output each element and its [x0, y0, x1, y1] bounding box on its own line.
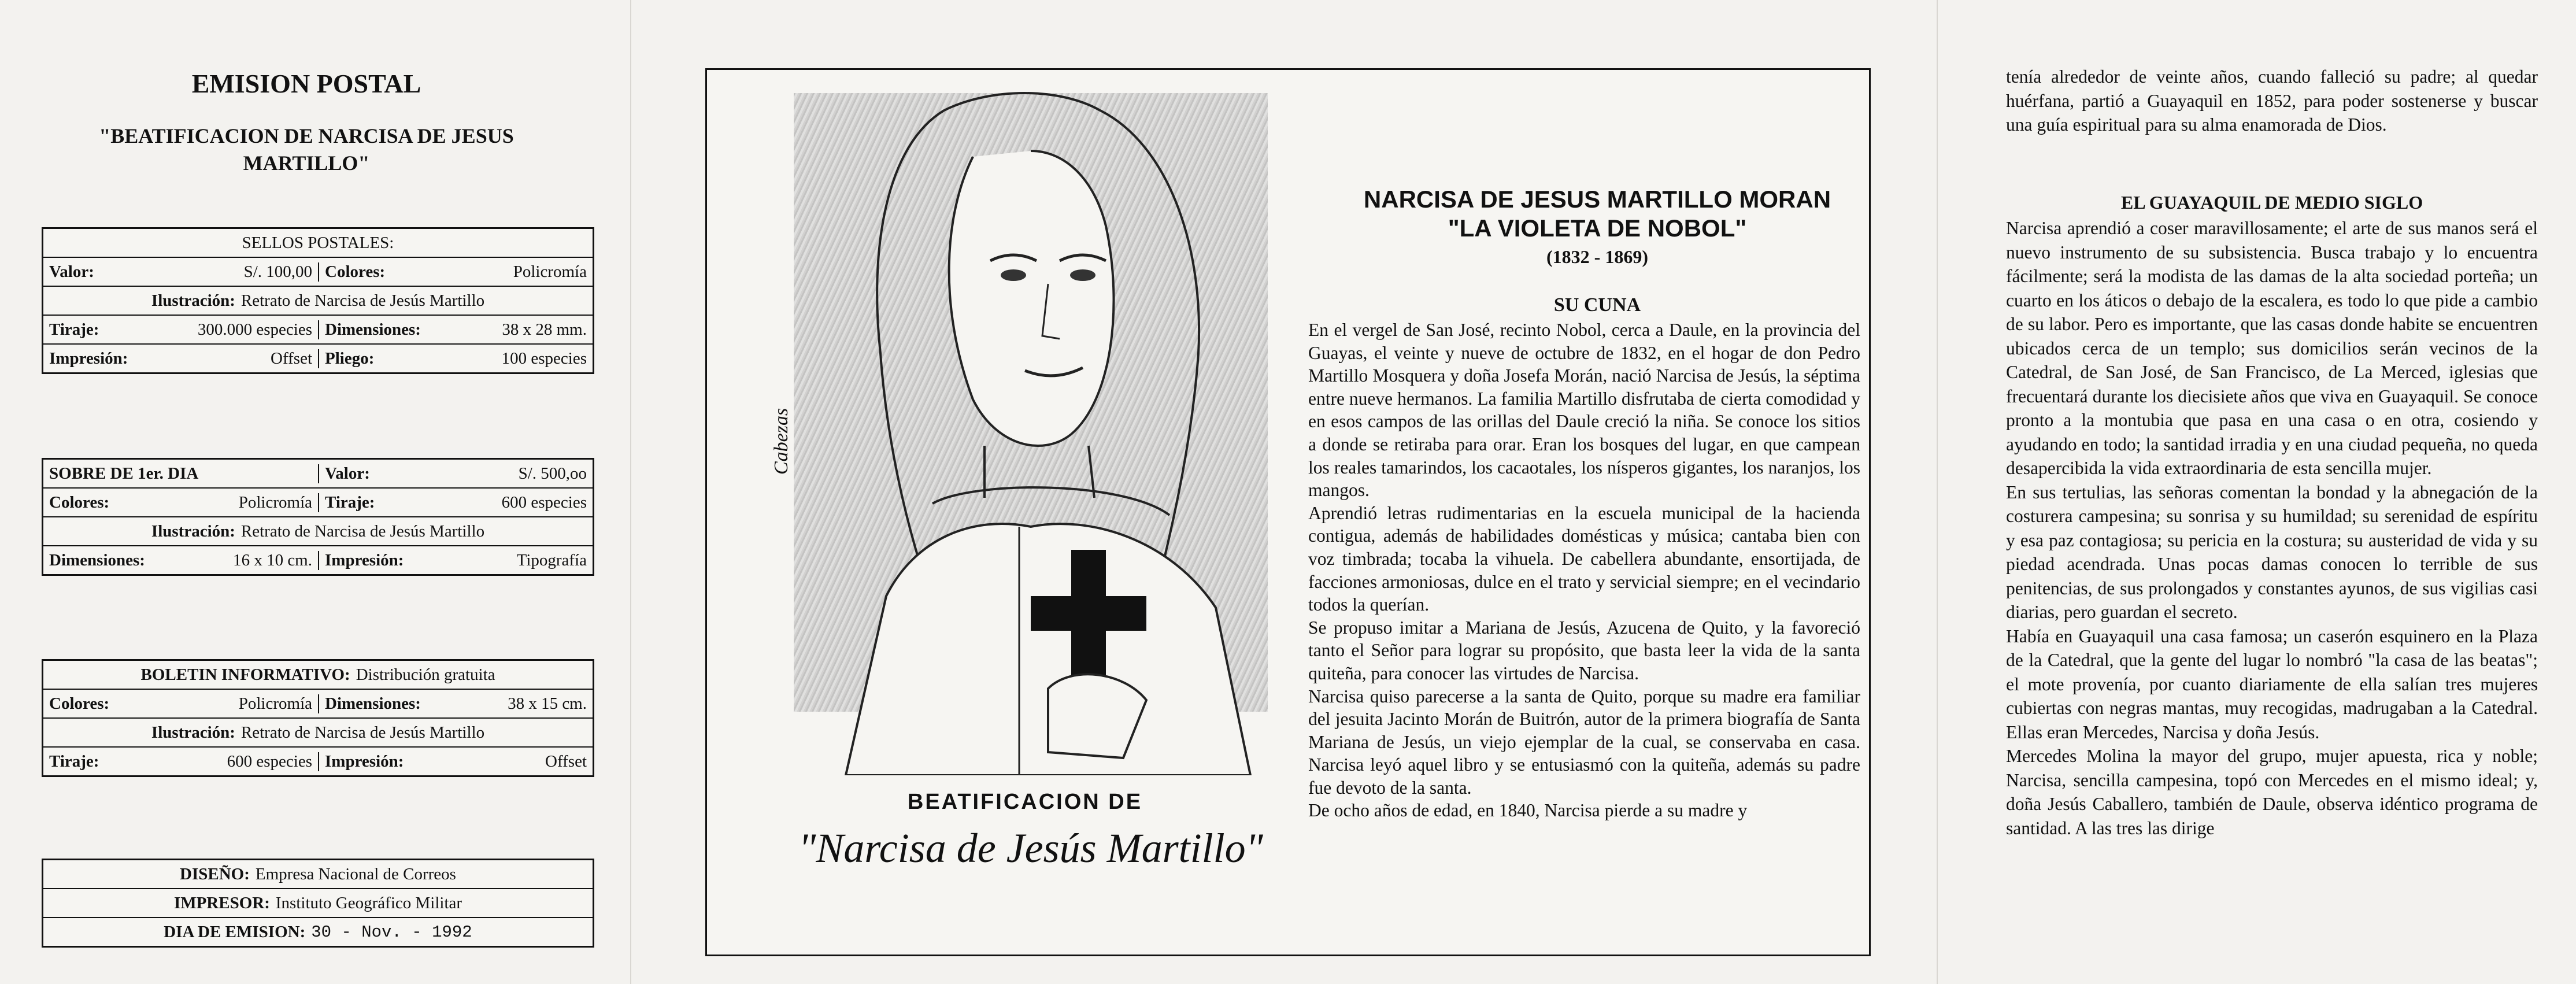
ilustracion-label: Ilustración:: [151, 723, 235, 742]
sellos-table: [42, 227, 594, 374]
impresor-value: Instituto Geográfico Militar: [275, 893, 462, 912]
paragraph: Aprendió letras rudimentarias en la escuela municipal de la hacienda contigua, además de habilidades domésticas y música; cantaba bien con voz timbrada; tocaba la vihuela. De cabellera abundante, ensortijada, de facciones armoniosas, dulce en el trato y servicial siempre; en el vecindario todos la querían.: [1308, 502, 1860, 615]
dimensiones-value: 38 x 28 mm.: [502, 320, 587, 339]
paragraph: Narcisa quiso parecerse a la santa de Quito, porque su madre era familiar del jesuita Jacinto Morán de Buitrón, autor de la primera biografía de Santa Mariana de Jesús, un viejo ejemplar de la cual, se conservaba en casa. Narcisa leyó aquel libro y se entusiasmó con la quiteña, además su padre fue devoto de la santa.: [1308, 686, 1860, 798]
middle-body-text: [1308, 319, 1860, 822]
narcisa-script-caption: "Narcisa de Jesús Martillo": [798, 825, 1263, 871]
credits-row-dia: [43, 917, 593, 946]
dimensiones-label: Dimensiones:: [325, 320, 421, 339]
impresion-value: Offset: [271, 349, 312, 368]
paragraph: En sus tertulias, las señoras comentan la bondad y la abnegación de la costurera campesina; su sonrisa y su humildad; su serenidad de espíritu y esa paz contagiosa; su pericia en la costura; su austeridad de vida y su piedad acendrada. Unas pocas damas conocen lo terrible de sus penitencias, de sus prolongados y constantes ayunos, de sus vigilias casi diarias, pero guardan el secreto.: [2006, 482, 2538, 622]
middle-panel: [630, 0, 1937, 984]
dimensiones-label: Dimensiones:: [325, 694, 421, 713]
dimensiones-value: 16 x 10 cm.: [233, 550, 312, 569]
paragraph: Mercedes Molina la mayor del grupo, mujer apuesta, rica y noble; Narcisa, sencilla campesina, topó con Mercedes en el mismo ideal; y, doña Jesús Caballero, también de Daule, observa idéntico programa de santidad. A las tres las dirige: [2006, 746, 2538, 838]
paragraph: tenía alrededor de veinte años, cuando falleció su padre; al quedar huérfana, partió a Guayaquil en 1852, para poder sostenerse y buscar una guía espiritual para su alma enamorada de Dios.: [2006, 66, 2538, 135]
colores-label: Colores:: [325, 262, 386, 281]
dimensiones-value: 38 x 15 cm.: [508, 694, 587, 713]
years-label: (1832 - 1869): [1546, 246, 1648, 267]
paragraph: Se propuso imitar a Mariana de Jesús, Azucena de Quito, y la favoreció tanto el Señor para lograr su propósito, que basta leer la vida de la santa quiteña, para conocer las virtudes de Narcisa.: [1308, 617, 1860, 683]
pliego-label: Pliego:: [325, 349, 375, 368]
guayaquil-heading: EL GUAYAQUIL DE MEDIO SIGLO: [2120, 192, 2423, 213]
sellos-row-ilustracion: [43, 286, 593, 315]
right-body-text: [2006, 216, 2538, 840]
sobre-table: [42, 458, 594, 576]
paragraph: Narcisa aprendió a coser maravillosamente; el arte de sus manos será el nuevo instrumento de su subsistencia. Busca trabajo y lo encuentra fácilmente; será la modista de las damas de la alta sociedad porteña; un cuarto en los áticos o debajo de la escalera, es todo lo que pide a cambio de su labor. Pero es importante, que las casas donde habite se encuentren ubicados cerca de un templo; sus domicilios serán vecinos de la Catedral, de San José, de San Francisco, de La Merced, iglesias que frecuentará durante los diecisiete años que viva en Guayaquil. Se conoce pronto a la montubia que pasa en una casa o en otra, cosiendo y ayudando en todo; la santidad irradia y en una ciudad pequeña, no queda desapercibida la vida extraordinaria de esta sencilla mujer.: [2006, 218, 2538, 478]
ilustracion-value: Retrato de Narcisa de Jesús Martillo: [240, 521, 485, 541]
dia-label: DIA DE EMISION:: [164, 922, 306, 941]
paragraph: En el vergel de San José, recinto Nobol, cerca a Daule, en la provincia del Guayas, el veinte y nueve de octubre de 1832, en el hogar de don Pedro Martillo Mosquera y doña Josefa Morán, nació Narcisa de Jesús, la séptima entre nueve hermanos. La familia Martillo disfrutaba de cierta comodidad y en esos campos de las orillas del Daule creció la niña. Se conoce los sitios a donde se retiraba para orar. Eran los bosques del lugar, en que campean los reales tamarindos, los cacaotales, los nísperos gigantes, los naranjos, los mangos.: [1308, 320, 1860, 501]
impresion-value: Tipografía: [516, 550, 587, 569]
ilustracion-label: Ilustración:: [151, 521, 235, 541]
narcisa-title: NARCISA DE JESUS MARTILLO MORAN: [1363, 186, 1831, 213]
impresion-label: Impresión:: [325, 550, 404, 569]
colores-value: Policromía: [238, 694, 312, 713]
dimensiones-label: Dimensiones:: [49, 550, 145, 569]
sobre-row-title: [43, 460, 593, 487]
sellos-title: SELLOS POSTALES:: [242, 233, 394, 252]
right-panel: [1937, 0, 2576, 984]
sobre-row-colores: [43, 487, 593, 516]
valor-label: Valor:: [49, 262, 94, 281]
colores-value: Policromía: [513, 262, 587, 281]
boletin-table: [42, 659, 594, 777]
sobre-title: SOBRE DE 1er. DIA: [49, 464, 199, 483]
boletin-row-colores: [43, 689, 593, 717]
sobre-row-dimensiones: [43, 545, 593, 574]
diseno-value: Empresa Nacional de Correos: [255, 864, 456, 883]
dia-value: 30 - Nov. - 1992: [311, 922, 472, 942]
ilustracion-value: Retrato de Narcisa de Jesús Martillo: [240, 723, 485, 742]
colores-value: Policromía: [238, 493, 312, 512]
sellos-row-impresion: [43, 343, 593, 372]
tiraje-value: 600 especies: [227, 752, 312, 771]
tiraje-label: Tiraje:: [49, 320, 99, 339]
credits-table: [42, 859, 594, 948]
cover-frame: [705, 68, 1871, 956]
credits-row-diseno: [43, 860, 593, 888]
sellos-row-valor: [43, 257, 593, 286]
valor-value: S/. 500,oo: [518, 464, 587, 483]
portrait-illustration: [800, 76, 1308, 775]
paragraph: Había en Guayaquil una casa famosa; un caserón esquinero en la Plaza de la Catedral, que la gente del lugar lo nombró "la casa de las beatas"; el mote provenía, por cuanto diariamente de ella salían tres mujeres cubiertas con negras mantas, muy recogidas, madrugaban a la Catedral. Ellas eran Mercedes, Narcisa y doña Jesús.: [2006, 626, 2538, 742]
colores-label: Colores:: [49, 493, 110, 512]
impresor-label: IMPRESOR:: [173, 893, 270, 912]
emision-heading: EMISION POSTAL: [191, 69, 421, 98]
impresion-value: Offset: [545, 752, 587, 771]
ilustracion-label: Ilustración:: [151, 291, 235, 310]
right-intro-text: [2006, 65, 2538, 137]
beatificacion-caption: BEATIFICACION DE: [907, 790, 1143, 814]
impresion-label: Impresión:: [49, 349, 128, 368]
boletin-title: BOLETIN INFORMATIVO:: [140, 665, 350, 684]
boletin-row-ilustracion: [43, 717, 593, 746]
artist-signature: Cabezas: [771, 408, 792, 475]
sellos-row-tiraje: [43, 315, 593, 343]
sobre-row-ilustracion: [43, 516, 593, 545]
valor-value: S/. 100,00: [243, 262, 312, 281]
paragraph: De ocho años de edad, en 1840, Narcisa pierde a su madre y: [1308, 800, 1748, 821]
ilustracion-value: Retrato de Narcisa de Jesús Martillo: [240, 291, 485, 310]
left-panel: [0, 0, 630, 984]
credits-row-impresor: [43, 888, 593, 917]
impresion-label: Impresión:: [325, 752, 404, 771]
tiraje-value: 300.000 especies: [197, 320, 312, 339]
tiraje-label: Tiraje:: [49, 752, 99, 771]
violeta-subtitle: "LA VIOLETA DE NOBOL": [1448, 214, 1747, 242]
beatificacion-subheading: "BEATIFICACION DE NARCISA DE JESUS MARTILLO": [99, 124, 514, 175]
tiraje-value: 600 especies: [501, 493, 587, 512]
diseno-label: DISEÑO:: [180, 864, 250, 883]
valor-label: Valor:: [325, 464, 370, 483]
boletin-row-tiraje: [43, 746, 593, 775]
su-cuna-heading: SU CUNA: [1553, 294, 1641, 316]
colores-label: Colores:: [49, 694, 110, 713]
sellos-title-row: [43, 229, 593, 257]
tiraje-label: Tiraje:: [325, 493, 375, 512]
pliego-value: 100 especies: [501, 349, 587, 368]
boletin-title-value: Distribución gratuita: [356, 665, 495, 684]
boletin-title-row: [43, 661, 593, 689]
